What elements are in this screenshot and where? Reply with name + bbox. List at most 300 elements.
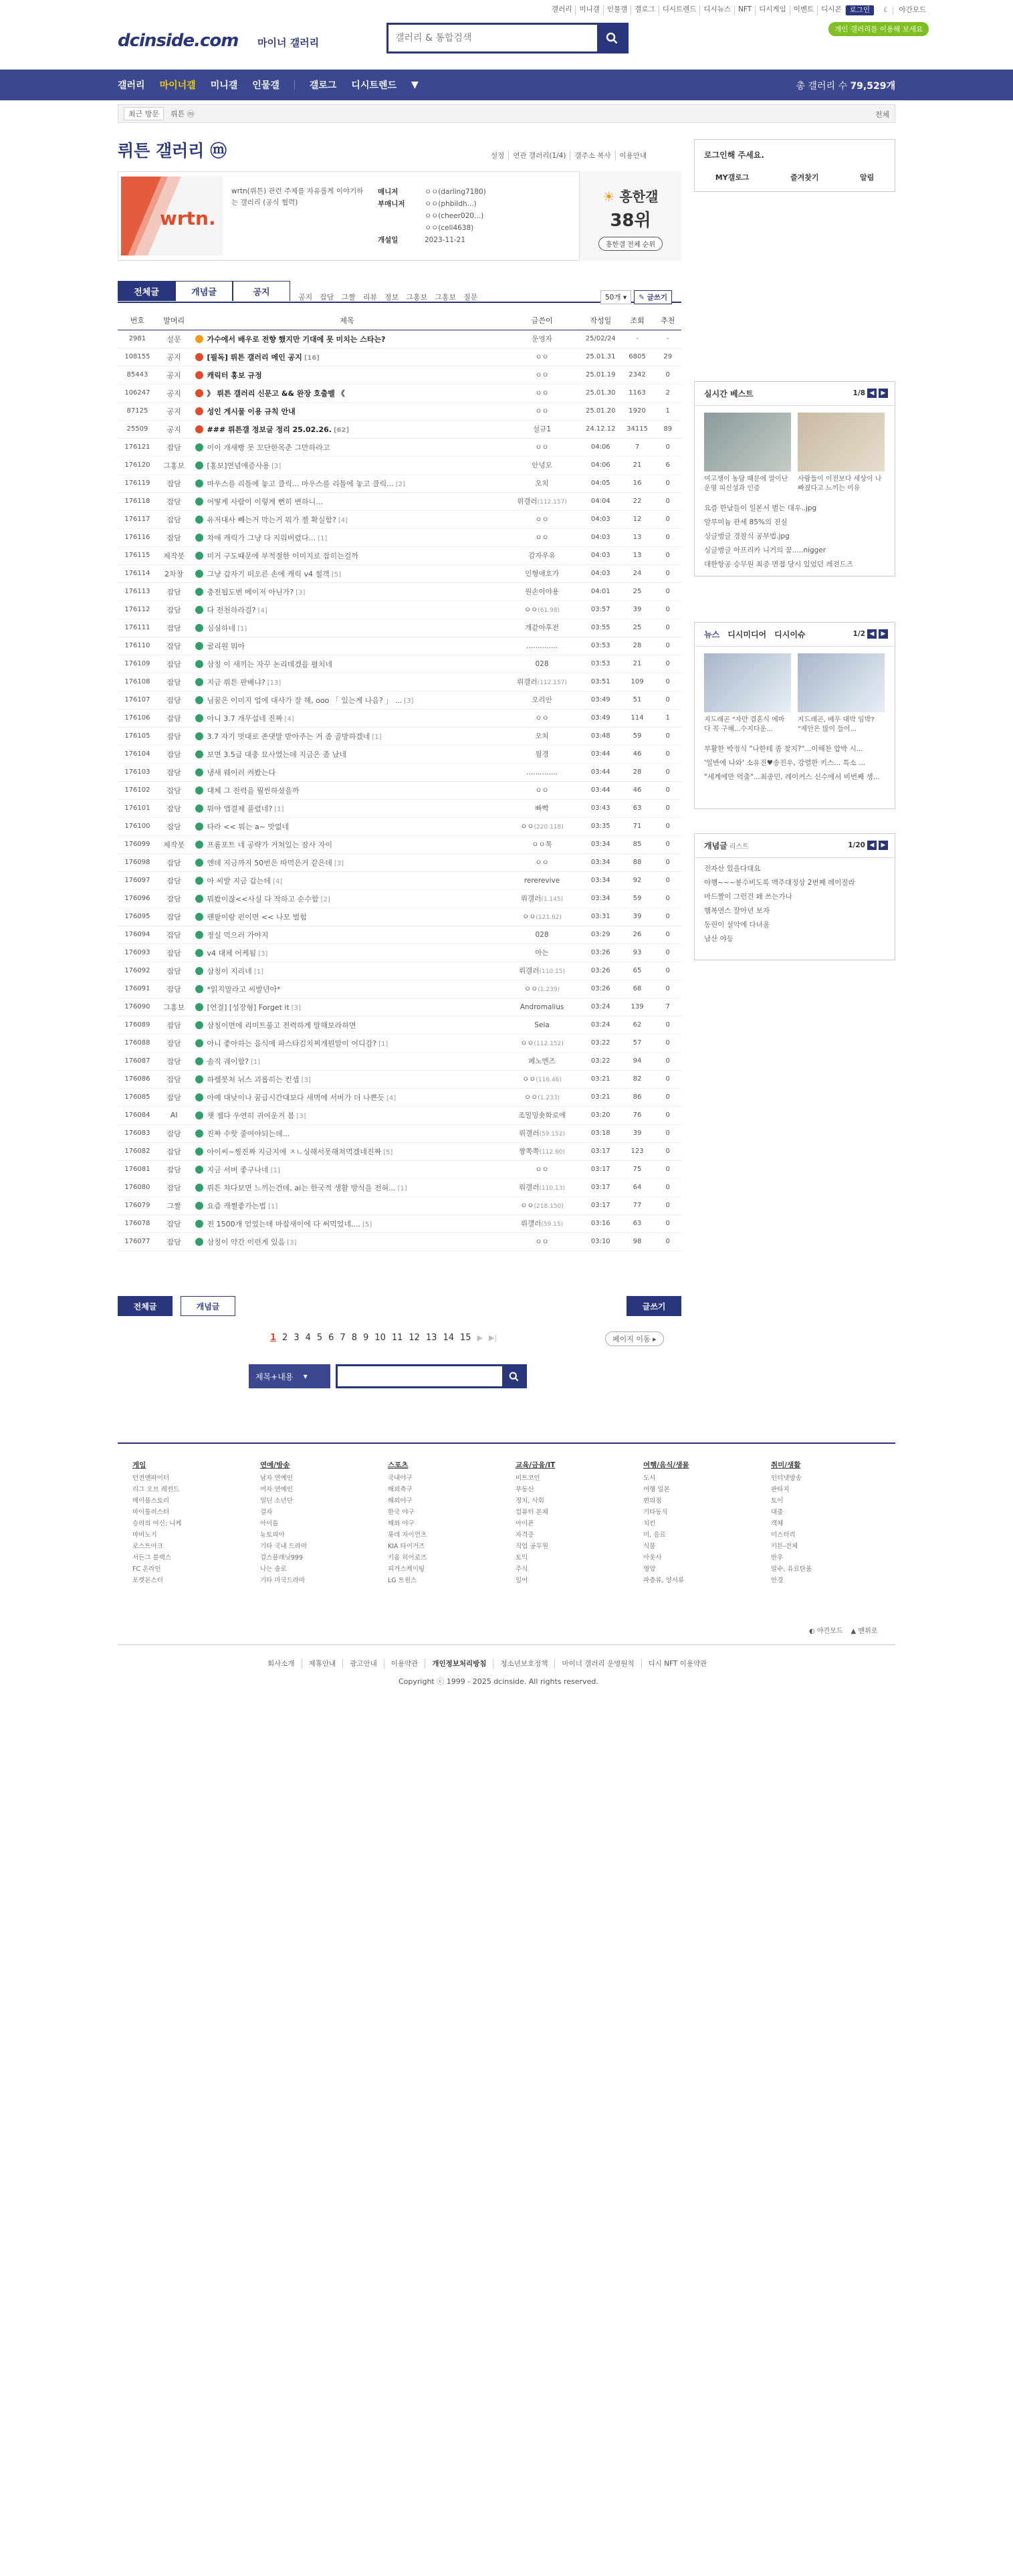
writer-name[interactable]: ㅇㅇ <box>535 407 549 415</box>
post-title-text[interactable]: 프롬포트 네 공략가 거쳐있는 잠사 자이 <box>207 840 333 849</box>
post-title[interactable] <box>191 1196 503 1214</box>
post-title[interactable] <box>191 889 503 907</box>
reply-count[interactable]: [1] <box>274 805 284 813</box>
post-writer[interactable] <box>503 835 581 853</box>
page-link[interactable]: 1 <box>270 1333 277 1343</box>
search-type-select[interactable]: 제목+내용 ▾ <box>249 1364 330 1388</box>
prev-arrow-icon[interactable]: ◀ <box>867 629 877 639</box>
footer-link[interactable]: 영양 <box>643 1566 656 1573</box>
thumb-image[interactable] <box>704 413 791 471</box>
post-writer[interactable] <box>503 709 581 727</box>
list-count-select[interactable]: 50개 ▾ <box>600 290 631 304</box>
post-title-text[interactable]: 타라 << 뭐는 a~ 맛없네 <box>207 822 290 831</box>
post-title-text[interactable]: 챗 젬다 우연히 귀여운거 봄 <box>207 1111 295 1120</box>
table-row[interactable] <box>118 745 681 763</box>
table-row[interactable] <box>118 528 681 546</box>
write-button-top[interactable]: ✎ 글쓰기 <box>634 290 672 304</box>
thumb-image[interactable] <box>798 413 885 471</box>
table-row[interactable] <box>118 853 681 871</box>
writer-name[interactable]: 뤼갤러 <box>520 895 542 903</box>
table-row[interactable] <box>118 1016 681 1034</box>
post-writer[interactable] <box>503 384 581 402</box>
table-row[interactable] <box>118 1232 681 1251</box>
reply-count[interactable]: [3] <box>296 588 306 597</box>
footer-link[interactable]: 주식 <box>516 1566 528 1573</box>
writer-name[interactable]: ㅇㅇ <box>520 823 534 831</box>
footer-link[interactable]: 기타 국내 드라마 <box>260 1543 308 1550</box>
post-title-text[interactable]: 캐릭터 홍보 규정 <box>207 370 262 380</box>
table-row[interactable] <box>118 799 681 817</box>
dark-mode-toggle[interactable] <box>877 5 933 15</box>
rank-all-button[interactable]: 흥한갤 전체 순위 <box>598 237 663 251</box>
list-item[interactable]: 부활한 박정식 "나한테 좀 찾지?"...이해찬 압박 시... <box>704 745 863 753</box>
table-row[interactable] <box>118 1142 681 1160</box>
post-title[interactable] <box>191 510 503 528</box>
post-title[interactable] <box>191 1070 503 1088</box>
page-link[interactable]: 6 <box>328 1333 334 1343</box>
footer-link[interactable]: 리그 오브 레전드 <box>132 1486 180 1493</box>
gnb-item[interactable]: 디시트렌드 <box>351 80 397 91</box>
table-row[interactable] <box>118 384 681 402</box>
table-row[interactable] <box>118 727 681 745</box>
gnb-item[interactable]: 마이너갤 <box>159 80 196 91</box>
util-link[interactable]: 디시뉴스 <box>700 5 735 15</box>
writer-name[interactable]: 설규1 <box>533 425 551 433</box>
writer-name[interactable]: Andromalius <box>520 1002 564 1011</box>
post-writer[interactable] <box>503 402 581 420</box>
post-title-text[interactable]: ### 뤼튼갤 정보글 정리 25.02.26. <box>207 425 332 434</box>
post-writer[interactable] <box>503 438 581 456</box>
post-title-text[interactable]: 뭐봤이잖<<사실 다 작하고 순수함 <box>207 894 319 903</box>
post-title[interactable] <box>191 619 503 637</box>
post-writer[interactable] <box>503 1124 581 1142</box>
post-title-text[interactable]: 》 뤼튼 갤러리 신문고 && 완장 호출벨 《 <box>207 389 345 398</box>
table-row[interactable] <box>118 1214 681 1232</box>
post-writer[interactable] <box>503 474 581 492</box>
table-row[interactable] <box>118 510 681 528</box>
footer-link[interactable]: 안경 <box>771 1577 784 1584</box>
post-writer[interactable] <box>503 944 581 962</box>
login-quick-button[interactable]: 즐겨찾기 <box>790 173 819 182</box>
post-title-text[interactable]: 차애 캐릭가 그냥 다 지워버렸다... <box>207 533 316 542</box>
writer-name[interactable]: ㅇㅇ <box>535 1166 549 1174</box>
footer-link[interactable]: 한국 야구 <box>388 1509 415 1516</box>
post-title-text[interactable]: v4 대체 어케됨 <box>207 948 257 958</box>
next-arrow-icon[interactable]: ▶ <box>879 841 888 850</box>
post-title-text[interactable]: [필독] 뤼튼 갤러리 메인 공지 <box>207 352 302 362</box>
writer-name[interactable]: ㅇㅇ <box>535 443 549 451</box>
footer-link[interactable]: 던전앤파이터 <box>132 1475 170 1482</box>
table-row[interactable] <box>118 889 681 907</box>
gallery-option[interactable]: 설정 <box>487 150 509 160</box>
head-filter[interactable]: 리뷰 <box>362 293 378 302</box>
post-writer[interactable] <box>503 1034 581 1052</box>
next-arrow-icon[interactable]: ▶ <box>879 389 888 398</box>
post-title-text[interactable]: 마우스를 리틀에 놓고 클릭... 마우스를 리틀에 놓고 클릭... <box>207 479 394 488</box>
writer-name[interactable]: ㅇㅇ <box>535 516 549 524</box>
table-row[interactable] <box>118 907 681 926</box>
post-title[interactable] <box>191 528 503 546</box>
footer-link[interactable]: LG 트윈스 <box>388 1577 417 1584</box>
footer-link[interactable]: 판타지 <box>771 1486 790 1493</box>
post-title[interactable] <box>191 1052 503 1070</box>
post-writer[interactable] <box>503 1106 581 1124</box>
post-writer[interactable] <box>503 781 581 799</box>
post-title[interactable] <box>191 817 503 835</box>
writer-name[interactable]: 028 <box>535 659 549 668</box>
reply-count[interactable]: [3] <box>334 859 344 867</box>
writer-name[interactable]: 아는 <box>535 949 549 957</box>
writer-name[interactable]: ㅇㅇ <box>524 1093 538 1101</box>
thumb-image[interactable] <box>798 653 885 712</box>
news-tab[interactable]: 디시이슈 <box>774 630 806 639</box>
list-item[interactable]: 요즘 한남들이 일본서 벌는 대우..jpg <box>704 504 817 512</box>
table-row[interactable] <box>118 1088 681 1106</box>
dark-mode-toggle[interactable]: ◐ 야간모드 <box>809 1628 843 1635</box>
reply-count[interactable]: [2] <box>320 895 330 903</box>
reply-count[interactable]: [4] <box>386 1094 397 1102</box>
post-title[interactable] <box>191 582 503 601</box>
post-writer[interactable] <box>503 348 581 366</box>
reply-count[interactable]: [5] <box>383 1148 393 1156</box>
post-writer[interactable] <box>503 655 581 673</box>
post-title-text[interactable]: 아예 대낮이나 꿈급시간대보다 새벽에 서버가 더 나쁜듯 <box>207 1093 384 1102</box>
tab-1[interactable]: 개념글 <box>175 281 233 301</box>
head-filter[interactable]: 공지 <box>298 293 313 302</box>
search-button[interactable] <box>597 25 627 51</box>
post-title-text[interactable]: 3.7 자기 멋대로 존댓말 받아주는 거 좀 골방하겠네 <box>207 732 370 741</box>
table-row[interactable] <box>118 1034 681 1052</box>
util-link[interactable]: 갤로그 <box>631 5 659 15</box>
writer-name[interactable]: 뤼갤러 <box>520 1220 542 1228</box>
post-title[interactable] <box>191 348 503 366</box>
top-search-input[interactable] <box>388 25 597 51</box>
footer-link[interactable]: 부동산 <box>516 1486 534 1493</box>
post-title-text[interactable]: 님꿈은 이미지 업에 대사가 잘 해, ooo 「 있는게 나음? 」 ... <box>207 695 403 705</box>
writer-name[interactable]: ㅇㅇ <box>535 1238 549 1246</box>
post-title[interactable] <box>191 871 503 889</box>
writer-name[interactable]: 오치 <box>535 479 549 488</box>
post-title-text[interactable]: 삼칭이면에 리미트풀고 전력하게 말해보라하면 <box>207 1021 356 1030</box>
prev-arrow-icon[interactable]: ◀ <box>867 389 877 398</box>
post-writer[interactable] <box>503 691 581 709</box>
table-row[interactable] <box>118 1052 681 1070</box>
post-title-text[interactable]: 아 씨발 지금 갑는데 <box>207 876 271 885</box>
footer-link[interactable]: 토익 <box>516 1554 528 1562</box>
recent-visit-item[interactable]: 뤼튼 ⓜ <box>171 110 195 118</box>
page-link[interactable]: 10 <box>374 1333 386 1343</box>
post-title[interactable] <box>191 1106 503 1124</box>
post-title[interactable] <box>191 366 503 384</box>
prev-arrow-icon[interactable]: ◀ <box>867 841 877 850</box>
footer-link[interactable]: 마비노기 <box>132 1531 157 1539</box>
page-link[interactable]: 7 <box>340 1333 346 1343</box>
post-title-text[interactable]: 성인 게시물 이용 규칙 안내 <box>207 407 296 416</box>
post-writer[interactable] <box>503 980 581 998</box>
util-link[interactable]: 갤러리 <box>548 5 576 15</box>
write-button[interactable]: 글쓰기 <box>627 1296 681 1316</box>
thumb-item[interactable] <box>798 653 885 734</box>
footer-link[interactable]: 아이돌 <box>260 1520 279 1527</box>
table-row[interactable] <box>118 582 681 601</box>
post-writer[interactable] <box>503 420 581 438</box>
reply-count[interactable]: [62] <box>333 426 350 434</box>
post-writer[interactable] <box>503 907 581 926</box>
post-title[interactable] <box>191 907 503 926</box>
post-title[interactable] <box>191 691 503 709</box>
reply-count[interactable]: [1] <box>251 1058 261 1066</box>
table-row[interactable] <box>118 673 681 691</box>
footer-link[interactable]: 여행 일본 <box>643 1486 670 1493</box>
post-title[interactable] <box>191 781 503 799</box>
writer-name[interactable]: 뤼갤러 <box>519 967 540 975</box>
post-writer[interactable] <box>503 1232 581 1251</box>
post-title[interactable] <box>191 763 503 781</box>
table-row[interactable] <box>118 1124 681 1142</box>
writer-name[interactable]: ㅇㅇ <box>535 353 549 361</box>
footer-link[interactable]: 파충류, 양서류 <box>643 1577 685 1584</box>
writer-name[interactable]: 안녕모 <box>532 461 552 469</box>
post-title[interactable] <box>191 637 503 655</box>
writer-name[interactable]: 짱쪽쪽 <box>519 1148 540 1156</box>
post-title-text[interactable]: [연결] [성장형] Forget it <box>207 1002 290 1012</box>
post-writer[interactable] <box>503 1070 581 1088</box>
footer-policy-link[interactable]: 마이너 갤러리 운영원칙 <box>555 1658 641 1669</box>
writer-name[interactable]: ㅇㅇ <box>520 1202 534 1210</box>
reply-count[interactable]: [3] <box>296 1112 306 1120</box>
table-row[interactable] <box>118 709 681 727</box>
reply-count[interactable]: [3] <box>291 1004 301 1012</box>
post-writer[interactable] <box>503 763 581 781</box>
footer-link[interactable]: 여자 연예인 <box>260 1486 293 1493</box>
table-row[interactable] <box>118 871 681 889</box>
head-filter[interactable]: 정보 <box>384 293 399 302</box>
post-title-text[interactable]: 삼칭 이 새끼는 자꾸 논리데겠을 펼치네 <box>207 659 333 669</box>
reply-count[interactable]: [1] <box>397 1184 407 1192</box>
thumb-caption[interactable]: 지드래곤, 배우 대박 임박? "제안은 많이 들어... <box>798 716 875 733</box>
reply-count[interactable]: [13] <box>267 679 282 687</box>
writer-name[interactable]: ㅇㅇ <box>535 389 549 397</box>
writer-name[interactable]: 개같아후전 <box>525 624 559 632</box>
table-row[interactable] <box>118 691 681 709</box>
table-row[interactable] <box>118 655 681 673</box>
footer-column-title[interactable]: 연예/방송 <box>260 1461 290 1469</box>
post-title[interactable] <box>191 745 503 763</box>
post-writer[interactable] <box>503 998 581 1016</box>
reply-count[interactable]: [1] <box>318 534 328 542</box>
reply-count[interactable]: [4] <box>257 607 267 615</box>
table-row[interactable] <box>118 926 681 944</box>
writer-name[interactable]: rererevive <box>524 876 560 885</box>
gnb-item[interactable]: 미니갤 <box>210 80 238 91</box>
util-link[interactable]: 디시콘 <box>818 5 845 15</box>
info-value[interactable]: 2023-11-21 <box>425 236 466 244</box>
reply-count[interactable]: [1] <box>372 733 382 741</box>
writer-name[interactable]: ㅇㅇ <box>535 786 549 794</box>
writer-name[interactable]: 운영자 <box>532 335 552 343</box>
post-title-text[interactable]: 엔데 지금까지 50번은 따먹은거 같은데 <box>207 858 332 867</box>
table-row[interactable] <box>118 438 681 456</box>
page-link[interactable]: 9 <box>363 1333 369 1343</box>
reply-count[interactable]: [1] <box>378 1040 388 1048</box>
post-title[interactable] <box>191 402 503 420</box>
footer-link[interactable]: 정치, 사회 <box>516 1497 544 1505</box>
footer-column-title[interactable]: 스포츠 <box>388 1461 409 1469</box>
post-title[interactable] <box>191 998 503 1016</box>
page-link[interactable]: 14 <box>443 1333 455 1343</box>
table-row[interactable] <box>118 998 681 1016</box>
reply-count[interactable]: [2] <box>395 480 405 488</box>
footer-link[interactable]: 자격증 <box>516 1531 534 1539</box>
footer-link[interactable]: 아이폰 <box>516 1520 534 1527</box>
footer-link[interactable]: 컴퓨터 본체 <box>516 1509 548 1516</box>
next-arrow-icon[interactable]: ▶ <box>879 629 888 639</box>
writer-name[interactable]: ㅇㅇ <box>520 1039 534 1047</box>
post-title-text[interactable]: 아니 3.7 개무섭네 진짜 <box>207 714 283 723</box>
post-title[interactable] <box>191 546 503 564</box>
login-button[interactable]: 로그인 <box>846 5 874 15</box>
footer-link[interactable]: 인터넷방송 <box>771 1475 802 1482</box>
post-title[interactable] <box>191 962 503 980</box>
info-value[interactable]: ㅇㅇ(darling7180) <box>425 188 486 196</box>
post-title-text[interactable]: 다 전천하라걸? <box>207 605 256 615</box>
gnb-item[interactable]: 갤러리 <box>118 80 145 91</box>
util-link[interactable]: 디시트렌드 <box>659 5 701 15</box>
page-link[interactable]: 12 <box>409 1333 420 1343</box>
post-title-text[interactable]: 대체 그 전력을 뭘씬하셨을까 <box>207 786 300 795</box>
table-row[interactable] <box>118 781 681 799</box>
post-writer[interactable] <box>503 1142 581 1160</box>
post-title[interactable] <box>191 474 503 492</box>
footer-policy-link[interactable]: 제휴안내 <box>302 1658 344 1669</box>
footer-link[interactable]: 해외야구 <box>388 1497 413 1505</box>
scroll-top-button[interactable]: ▲ 맨위로 <box>851 1628 878 1635</box>
list-item[interactable]: 알루미늄 관세 85%의 진실 <box>704 518 788 526</box>
all-posts-button[interactable]: 전체글 <box>118 1296 173 1316</box>
gallery-option[interactable]: 연관 갤러리(1/4) <box>509 150 570 160</box>
post-title[interactable] <box>191 1124 503 1142</box>
footer-link[interactable]: 마이틀러스터 <box>132 1509 170 1516</box>
reply-count[interactable]: [1] <box>268 1202 278 1210</box>
reply-count[interactable]: [3] <box>404 697 414 705</box>
post-writer[interactable] <box>503 366 581 384</box>
reply-count[interactable]: [16] <box>304 354 320 362</box>
post-title[interactable] <box>191 1034 503 1052</box>
head-filter[interactable]: 그짤 <box>341 293 356 302</box>
util-link[interactable]: 디시게임 <box>756 5 790 15</box>
page-link[interactable]: 3 <box>294 1333 300 1343</box>
util-link[interactable]: 미니갤 <box>576 5 603 15</box>
post-title-text[interactable]: 팬팔이랑 펀이면 << 나모 벌험 <box>207 912 307 922</box>
post-title-text[interactable]: 굴리원 뭐아 <box>207 641 245 651</box>
util-link[interactable]: NFT <box>735 5 756 15</box>
news-tab[interactable]: 디시미디어 <box>727 630 767 639</box>
reply-count[interactable]: [3] <box>258 950 268 958</box>
table-row[interactable] <box>118 348 681 366</box>
head-filter[interactable]: 잡담 <box>320 293 334 302</box>
writer-name[interactable]: ㅇㅇ <box>535 534 549 542</box>
post-title[interactable] <box>191 673 503 691</box>
footer-link[interactable]: 키튼-견체 <box>771 1543 798 1550</box>
util-link[interactable]: 이벤트 <box>790 5 818 15</box>
footer-link[interactable]: 아웃사 <box>643 1554 662 1562</box>
post-title[interactable] <box>191 799 503 817</box>
list-item[interactable]: 햄복연스 잘아년 보자 <box>704 907 770 915</box>
gallery-title[interactable]: 뤼튼 갤러리 ⓜ <box>118 141 227 160</box>
writer-name[interactable]: 페노엔즈 <box>528 1057 556 1065</box>
footer-link[interactable]: 반우 <box>771 1554 784 1562</box>
footer-link[interactable]: 승리의 여신: 니케 <box>132 1520 182 1527</box>
post-title[interactable] <box>191 1016 503 1034</box>
writer-name[interactable]: ㅇㅇ <box>535 714 549 722</box>
post-title[interactable] <box>191 438 503 456</box>
footer-link[interactable]: 토이 <box>771 1497 784 1505</box>
footer-policy-link[interactable]: 디시 NFT 이용약관 <box>648 1660 707 1668</box>
post-writer[interactable] <box>503 1016 581 1034</box>
thumb-image[interactable] <box>704 653 791 712</box>
list-item[interactable]: 대한항공 승무원 최종 면접 당시 있었던 레전드즈 <box>704 560 853 568</box>
footer-link[interactable]: 해외축구 <box>388 1486 413 1493</box>
footer-link[interactable]: 키움 히어로즈 <box>388 1554 427 1562</box>
reply-count[interactable]: [1] <box>237 625 247 633</box>
footer-link[interactable]: 걸자 <box>260 1509 273 1516</box>
reply-count[interactable]: [3] <box>287 1239 297 1247</box>
table-row[interactable] <box>118 456 681 474</box>
head-filter[interactable]: 그홍보 <box>406 293 428 302</box>
thumb-caption[interactable]: 사람들이 이전보다 세상이 나빠졌다고 느끼는 이유 <box>798 475 882 492</box>
footer-link[interactable]: 기타동식 <box>643 1509 668 1516</box>
last-page-icon[interactable]: ▶| <box>489 1333 497 1342</box>
list-item[interactable]: 남산 야등 <box>704 935 734 943</box>
post-writer[interactable] <box>503 853 581 871</box>
page-link[interactable]: 13 <box>425 1333 437 1343</box>
page-link[interactable]: 8 <box>351 1333 358 1343</box>
page-move-button[interactable]: 페이지 이동 ▸ <box>605 1331 664 1346</box>
page-link[interactable]: 2 <box>282 1333 288 1343</box>
next-page-icon[interactable]: ▶ <box>477 1333 483 1342</box>
list-item[interactable]: 야행~~~봉수비도록 맥주대정상 2번째 레이질라 <box>704 879 855 887</box>
writer-name[interactable]: 뤼갤러 <box>519 1184 540 1192</box>
footer-policy-link[interactable]: 청소년보호정책 <box>493 1658 555 1669</box>
post-title[interactable] <box>191 420 503 438</box>
footer-link[interactable]: 비트코인 <box>516 1475 540 1482</box>
post-writer[interactable] <box>503 330 581 348</box>
table-row[interactable] <box>118 619 681 637</box>
site-logo[interactable]: dcinside.com <box>118 31 239 51</box>
post-writer[interactable] <box>503 673 581 691</box>
post-title-text[interactable]: 정실 먹으러 가야지 <box>207 930 269 940</box>
table-row[interactable] <box>118 546 681 564</box>
post-writer[interactable] <box>503 582 581 601</box>
footer-link[interactable]: FC 온라인 <box>132 1566 161 1573</box>
post-title-text[interactable]: 지금 뤼튼 판배냐? <box>207 677 265 687</box>
table-row[interactable] <box>118 420 681 438</box>
post-writer[interactable] <box>503 926 581 944</box>
reply-count[interactable]: [4] <box>273 877 283 885</box>
post-title-text[interactable]: 이이 개새빵 못 꼬단한목춘 그만하라고 <box>207 443 330 452</box>
table-row[interactable] <box>118 763 681 781</box>
gnb-item[interactable]: 갤로그 <box>309 80 337 91</box>
table-row[interactable] <box>118 402 681 420</box>
footer-column-title[interactable]: 게임 <box>132 1461 146 1469</box>
footer-link[interactable]: 미스터리 <box>771 1531 796 1539</box>
footer-link[interactable]: 기타 미국드라마 <box>260 1577 306 1584</box>
post-title[interactable] <box>191 1214 503 1232</box>
writer-name[interactable]: ㅇㅇ <box>535 371 549 379</box>
writer-name[interactable]: 오리안 <box>532 696 552 704</box>
reply-count[interactable]: [1] <box>270 1166 280 1174</box>
table-row[interactable] <box>118 1178 681 1196</box>
